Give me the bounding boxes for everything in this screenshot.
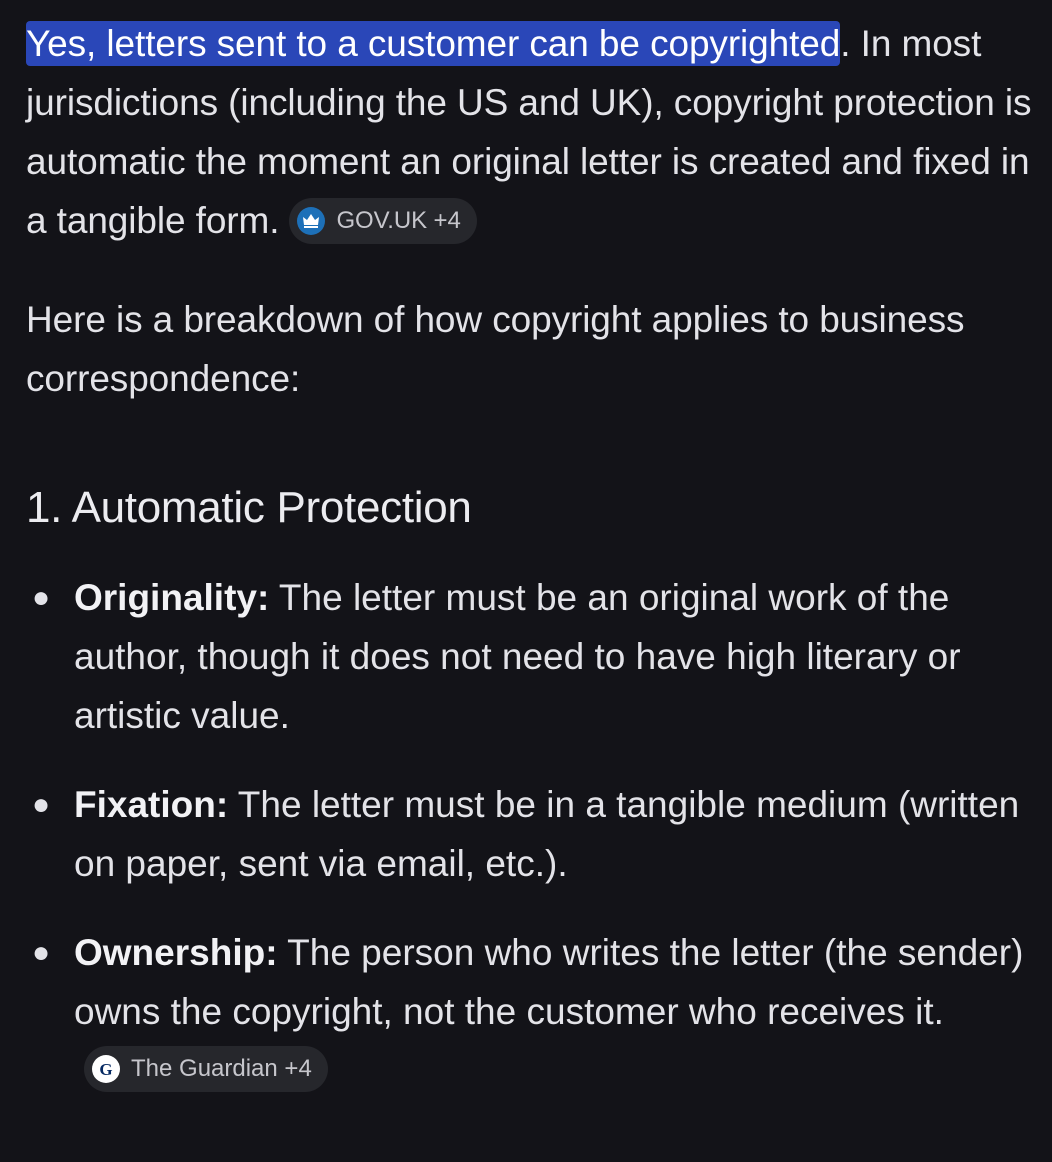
bullet-icon: ●	[32, 936, 51, 969]
intro-period: .	[840, 23, 851, 64]
crown-icon	[297, 207, 325, 235]
list-item	[26, 775, 1036, 893]
breakdown-paragraph: Here is a breakdown of how copyright applies to business correspondence:	[26, 299, 965, 399]
item-text: The letter must be in a tangible medium (written on paper, sent via email, etc.).	[74, 784, 1020, 884]
item-term: Ownership:	[74, 932, 278, 973]
source-chip-govuk[interactable]	[289, 198, 476, 244]
section-heading: 1. Automatic Protection	[26, 483, 472, 532]
item-term: Fixation:	[74, 784, 229, 825]
list-item	[26, 568, 1036, 745]
highlighted-text[interactable]: Yes, letters sent to a customer can be copyrighted	[26, 23, 841, 64]
intro-paragraph	[26, 14, 1036, 250]
source-chip-label: GOV.UK +4	[336, 207, 461, 234]
bullet-icon: ●	[32, 581, 51, 614]
item-text: The person who writes the letter (the sender) owns the copyright, not the customer who receives it.	[74, 932, 1024, 1032]
list-item	[26, 923, 1036, 1100]
bullet-icon: ●	[32, 788, 51, 821]
response-content	[26, 14, 1036, 1130]
points-list	[26, 568, 1036, 1100]
intro-text: In most jurisdictions (including the US and UK), copyright protection is automatic the moment an original letter is created and fixed in a tangible form.	[26, 23, 1032, 241]
svg-text:G: G	[99, 1060, 113, 1079]
item-term: Originality:	[74, 577, 270, 618]
source-chip-guardian[interactable]	[84, 1046, 328, 1092]
guardian-g-icon	[92, 1055, 120, 1083]
item-text: The letter must be an original work of the author, though it does not need to have high literary or artistic value.	[74, 577, 961, 736]
source-chip-label: The Guardian +4	[131, 1055, 312, 1082]
